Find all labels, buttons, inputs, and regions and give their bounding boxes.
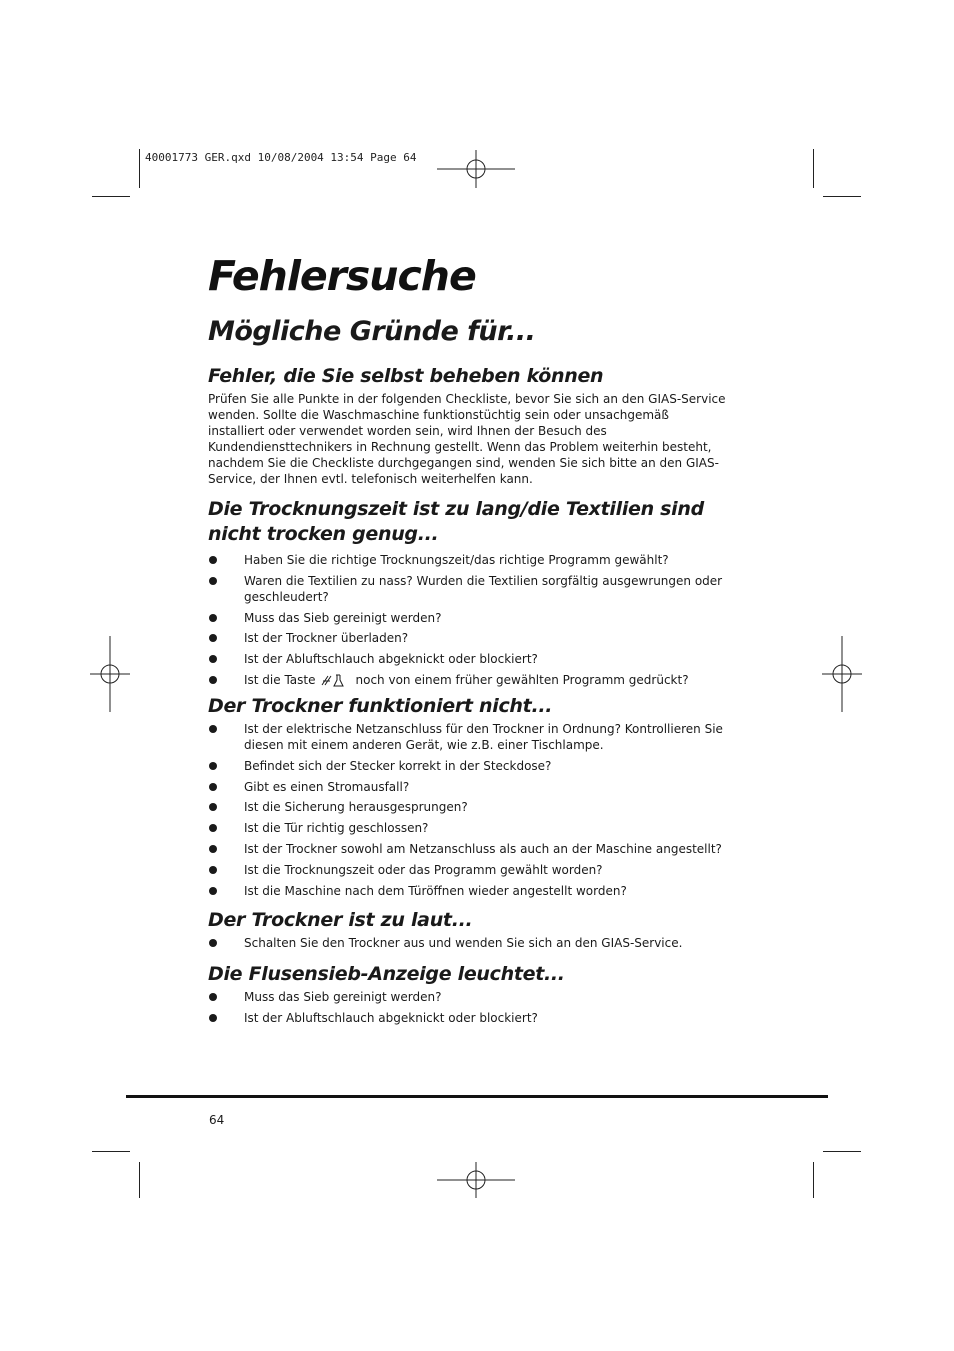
list-item-text: Ist die Taste — [244, 672, 316, 687]
section-heading: Der Trockner funktioniert nicht... — [208, 695, 553, 717]
crop-mark — [813, 1162, 814, 1198]
list-item: Ist der Abluftschlauch abgeknickt oder blockiert? — [208, 1010, 748, 1026]
crop-mark — [813, 149, 814, 188]
list-item: Waren die Textilien zu nass? Wurden die Textilien sorgfältig ausgewrungen oder geschleudert? — [208, 573, 748, 605]
registration-mark-right — [822, 636, 862, 712]
print-slug-line: 40001773 GER.qxd 10/08/2004 13:54 Page 64 — [145, 151, 417, 164]
section-paragraph: Prüfen Sie alle Punkte in der folgenden Checkliste, bevor Sie sich an den GIAS-Service wenden. Sollte die Waschmaschine funktionstüchtig sein oder unsachgemäß installiert oder verwendet worden sein, wird Ihnen der Besuch des Kundendiensttechnikers in Rechnung gestellt. Wenn das Problem weiterhin besteht, nachdem Sie die Checkliste durchgegangen sind, wenden Sie sich bitte an den GIAS-Service, der Ihnen evtl. telefonisch weiterhelfen kann. — [208, 392, 726, 486]
crop-mark — [92, 1151, 130, 1152]
checklist — [208, 552, 748, 688]
list-item: Gibt es einen Stromausfall? — [208, 779, 748, 795]
section-heading: Fehler, die Sie selbst beheben können — [208, 365, 604, 387]
checklist — [208, 989, 748, 1026]
list-item: Ist der Abluftschlauch abgeknickt oder blockiert? — [208, 651, 748, 667]
section-drying-time — [208, 497, 748, 693]
list-item-text: noch von einem früher gewählten Programm gedrückt? — [355, 672, 689, 687]
page-subtitle: Mögliche Gründe für... — [208, 316, 536, 347]
crop-mark — [139, 1162, 140, 1198]
page-title: Fehlersuche — [208, 252, 476, 300]
list-item: Ist die Sicherung herausgesprungen? — [208, 799, 748, 815]
registration-mark-left — [90, 636, 130, 712]
footer-rule — [126, 1095, 828, 1098]
list-item: Schalten Sie den Trockner aus und wenden Sie sich an den GIAS-Service. — [208, 935, 748, 951]
section-not-working — [208, 694, 748, 903]
list-item: Ist die Tür richtig geschlossen? — [208, 820, 748, 836]
section-self-help — [208, 364, 748, 487]
checklist — [208, 935, 748, 951]
section-too-loud — [208, 908, 748, 956]
iron-flask-symbol-icon — [320, 673, 350, 687]
registration-mark-bottom — [437, 1162, 517, 1200]
crop-mark — [823, 196, 861, 197]
crop-mark — [139, 149, 140, 188]
list-item: Ist der elektrische Netzanschluss für den Trockner in Ordnung? Kontrollieren Sie diesen mit einem anderen Gerät, wie z.B. einer Tischlampe. — [208, 721, 748, 753]
list-item: Ist der Trockner überladen? — [208, 630, 748, 646]
section-heading: Der Trockner ist zu laut... — [208, 909, 473, 931]
list-item: Ist der Trockner sowohl am Netzanschluss als auch an der Maschine angestellt? — [208, 841, 748, 857]
list-item: Haben Sie die richtige Trocknungszeit/das richtige Programm gewählt? — [208, 552, 748, 568]
checklist — [208, 721, 748, 899]
list-item — [208, 672, 748, 688]
list-item: Befindet sich der Stecker korrekt in der Steckdose? — [208, 758, 748, 774]
section-heading: Die Trocknungszeit ist zu lang/die Textilien sind nicht trocken genug... — [208, 498, 704, 545]
crop-mark — [823, 1151, 861, 1152]
section-heading: Die Flusensieb-Anzeige leuchtet... — [208, 963, 565, 985]
crop-mark — [92, 196, 130, 197]
registration-mark-top — [437, 150, 517, 190]
page-number: 64 — [209, 1113, 225, 1127]
section-lint-filter — [208, 962, 748, 1031]
list-item: Muss das Sieb gereinigt werden? — [208, 610, 748, 626]
list-item: Muss das Sieb gereinigt werden? — [208, 989, 748, 1005]
list-item: Ist die Trocknungszeit oder das Programm gewählt worden? — [208, 862, 748, 878]
list-item: Ist die Maschine nach dem Türöffnen wieder angestellt worden? — [208, 883, 748, 899]
